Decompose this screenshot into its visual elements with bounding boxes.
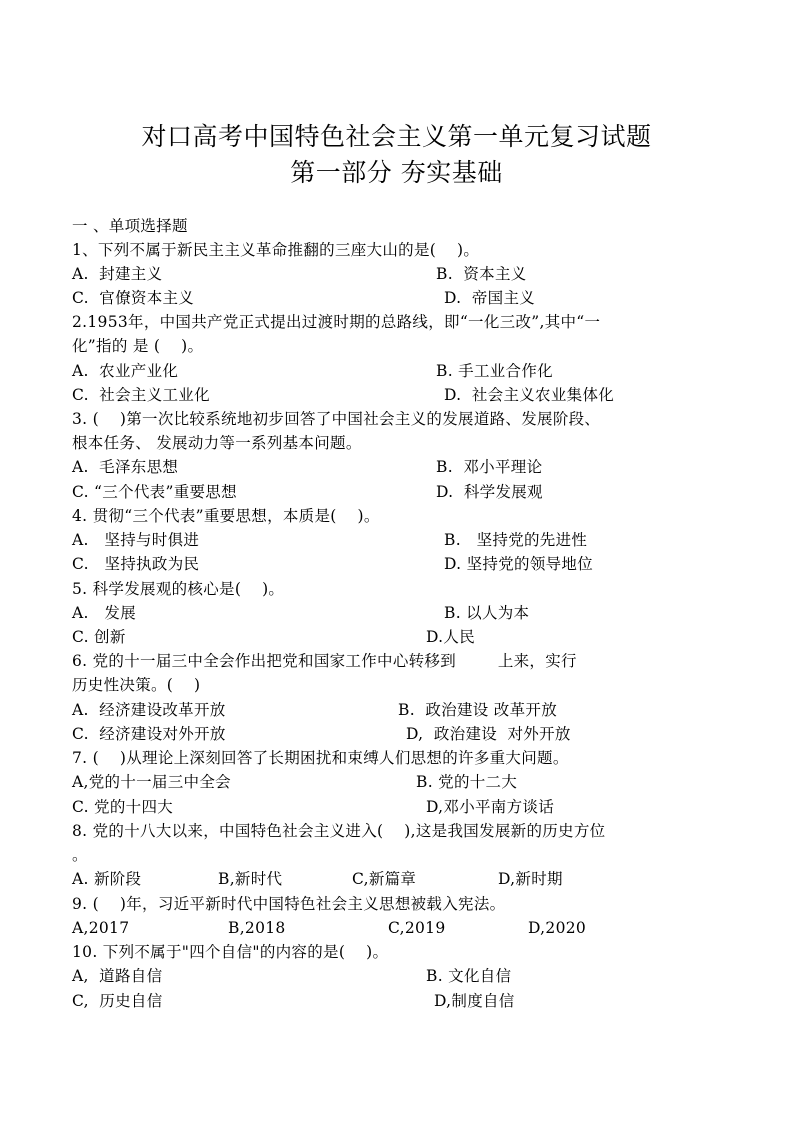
question-stem: 根本任务、 发展动力等一系列基本问题。 — [72, 434, 362, 452]
option-row — [72, 603, 732, 623]
option: B. 政治建设 改革开放 — [398, 701, 557, 719]
option: B. 资本主义 — [436, 265, 527, 283]
option: B. 党的十二大 — [416, 773, 518, 791]
question-stem: 5. 科学发展观的核心是( )。 — [72, 580, 285, 598]
option: D. 坚持党的领导地位 — [444, 555, 594, 573]
option: C, 历史自信 — [72, 992, 163, 1010]
option-row — [72, 918, 732, 938]
question-stem: 7. ( )从理论上深刻回答了长期困扰和束缚人们思想的许多重大问题。 — [72, 749, 569, 767]
option: A, 道路自信 — [72, 967, 163, 985]
question-stem: 10. 下列不属于"四个自信"的内容的是( )。 — [72, 943, 389, 961]
question-stem: 1、下列不属于新民主主义革命推翻的三座大山的是( )。 — [72, 241, 480, 259]
option: C. 官僚资本主义 — [72, 289, 195, 307]
option: B. 坚持党的先进性 — [444, 531, 588, 549]
option: B. 手工业合作化 — [436, 362, 553, 380]
option-row — [72, 264, 732, 284]
option-row — [72, 724, 732, 744]
option: C,2019 — [388, 919, 446, 937]
question-stem: 2.1953年，中国共产党正式提出过渡时期的总路线，即“一化三改”,其中“一 — [72, 313, 601, 331]
option-row — [72, 991, 732, 1011]
option-row — [72, 627, 732, 647]
option: D,制度自信 — [434, 992, 515, 1010]
option: B,2018 — [228, 919, 286, 937]
option: C. 经济建设对外开放 — [72, 725, 226, 743]
option: B. 邓小平理论 — [436, 458, 543, 476]
page-subtitle: 第一部分 夯实基础 — [290, 158, 503, 187]
option: A,党的十一届三中全会 — [72, 773, 231, 791]
option: C. 社会主义工业化 — [72, 386, 210, 404]
option-row — [72, 966, 732, 986]
option-row — [72, 797, 732, 817]
option: A. 封建主义 — [72, 265, 163, 283]
question-stem: 4. 贯彻“三个代表”重要思想，本质是( )。 — [72, 507, 380, 525]
option: A. 经济建设改革开放 — [72, 701, 226, 719]
option: D, 政治建设 对外开放 — [406, 725, 571, 743]
option: A. 农业产业化 — [72, 362, 179, 380]
option-row — [72, 457, 732, 477]
option: A. 新阶段 — [72, 870, 142, 888]
option: C. 创新 — [72, 628, 126, 646]
option: A. 坚持与时俱进 — [72, 531, 200, 549]
question-stem: 8. 党的十八大以来，中国特色社会主义进入( ),这是我国发展新的历史方位 — [72, 822, 606, 840]
option-row — [72, 554, 732, 574]
option: C. 坚持执政为民 — [72, 555, 200, 573]
option: A. 发展 — [72, 604, 137, 622]
question-stem: 化”指的 是 ( )。 — [72, 337, 204, 355]
option-row — [72, 772, 732, 792]
option: C,新篇章 — [352, 870, 417, 888]
option: D. 社会主义农业集体化 — [444, 386, 615, 404]
option-row — [72, 530, 732, 550]
question-stem: 3. ( )第一次比较系统地初步回答了中国社会主义的发展道路、发展阶段、 — [72, 410, 601, 428]
page-title: 对口高考中国特色社会主义第一单元复习试题 — [141, 122, 652, 151]
option: D.人民 — [426, 628, 476, 646]
option-row — [72, 361, 732, 381]
question-stem: 9. ( )年，习近平新时代中国特色社会主义思想被载入宪法。 — [72, 895, 506, 913]
question-stem: 历史性决策。( ) — [72, 676, 201, 694]
question-stem: 。 — [72, 846, 88, 864]
option: C. “三个代表”重要思想 — [72, 483, 237, 501]
option: B,新时代 — [218, 870, 283, 888]
option-row — [72, 700, 732, 720]
option: D,2020 — [528, 919, 587, 937]
option-row — [72, 385, 732, 405]
section-heading: 一 、单项选择题 — [72, 217, 188, 235]
option: A,2017 — [72, 919, 130, 937]
option: D,邓小平南方谈话 — [426, 798, 555, 816]
option-row — [72, 288, 732, 308]
question-stem: 6. 党的十一届三中全会作出把党和国家工作中心转移到 上来，实行 — [72, 652, 577, 670]
option: B. 以人为本 — [444, 604, 530, 622]
option: D. 帝国主义 — [444, 289, 536, 307]
option: C. 党的十四大 — [72, 798, 174, 816]
option-row — [72, 482, 732, 502]
option-row — [72, 869, 732, 889]
option: B. 文化自信 — [426, 967, 512, 985]
option: A. 毛泽东思想 — [72, 458, 179, 476]
option: D. 科学发展观 — [436, 483, 543, 501]
option: D,新时期 — [498, 870, 563, 888]
